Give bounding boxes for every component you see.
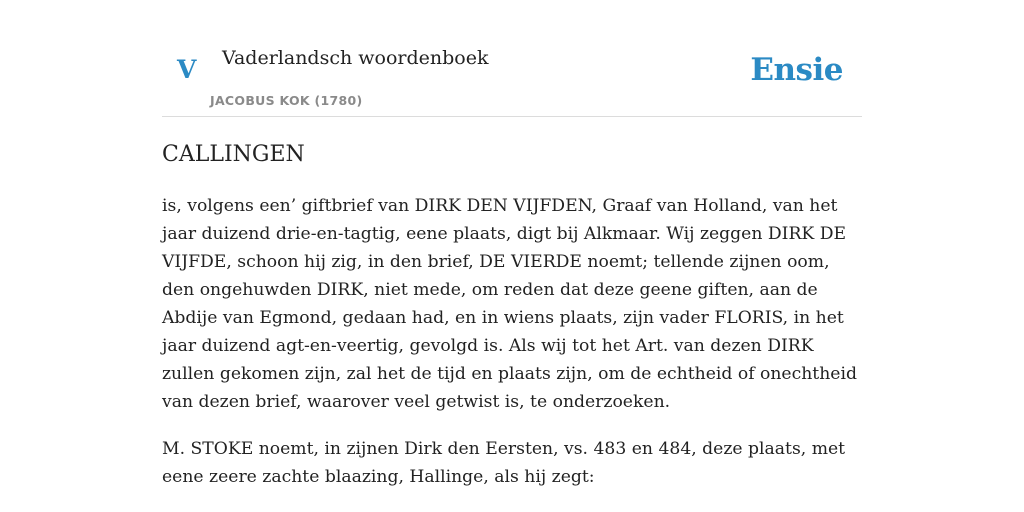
book-title-link[interactable]: Vaderlandsch woordenboek <box>222 47 489 69</box>
site-header <box>162 0 862 117</box>
entry-paragraph: is, volgens een’ giftbrief van DIRK DEN VIJFDEN, Graaf van Holland, van het jaar duizend drie-en-tagtig, eene plaats, digt bij Alkmaar. Wij zeggen DIRK DE VIJFDE, schoon hij zig, in den brief, DE VIERDE noemt; tellende zijnen oom, den ongehuwden DIRK, niet mede, om reden dat deze geene giften, aan de Abdije van Egmond, gedaan had, en in wiens plaats, zijn vader FLORIS, in het jaar duizend agt-en-veertig, gevolgd is. Als wij tot het Art. van dezen DIRK zullen gekomen zijn, zal het de tijd en plaats zijn, om de echtheid of onechtheid van dezen brief, waarover veel getwist is, te onderzoeken. <box>162 196 857 412</box>
author-label: JACOBUS KOK (1780) <box>210 93 363 108</box>
entry-paragraph: M. STOKE noemt, in zijnen Dirk den Eersten, vs. 483 en 484, deze plaats, met eene zeere zachte blaazing, Hallinge, als hij zegt: <box>162 439 846 487</box>
entry-body <box>162 192 862 510</box>
ensie-logo-link[interactable]: Ensie <box>750 52 843 88</box>
entry-title: CALLINGEN <box>162 142 305 167</box>
book-logo-icon[interactable]: V <box>177 55 197 84</box>
